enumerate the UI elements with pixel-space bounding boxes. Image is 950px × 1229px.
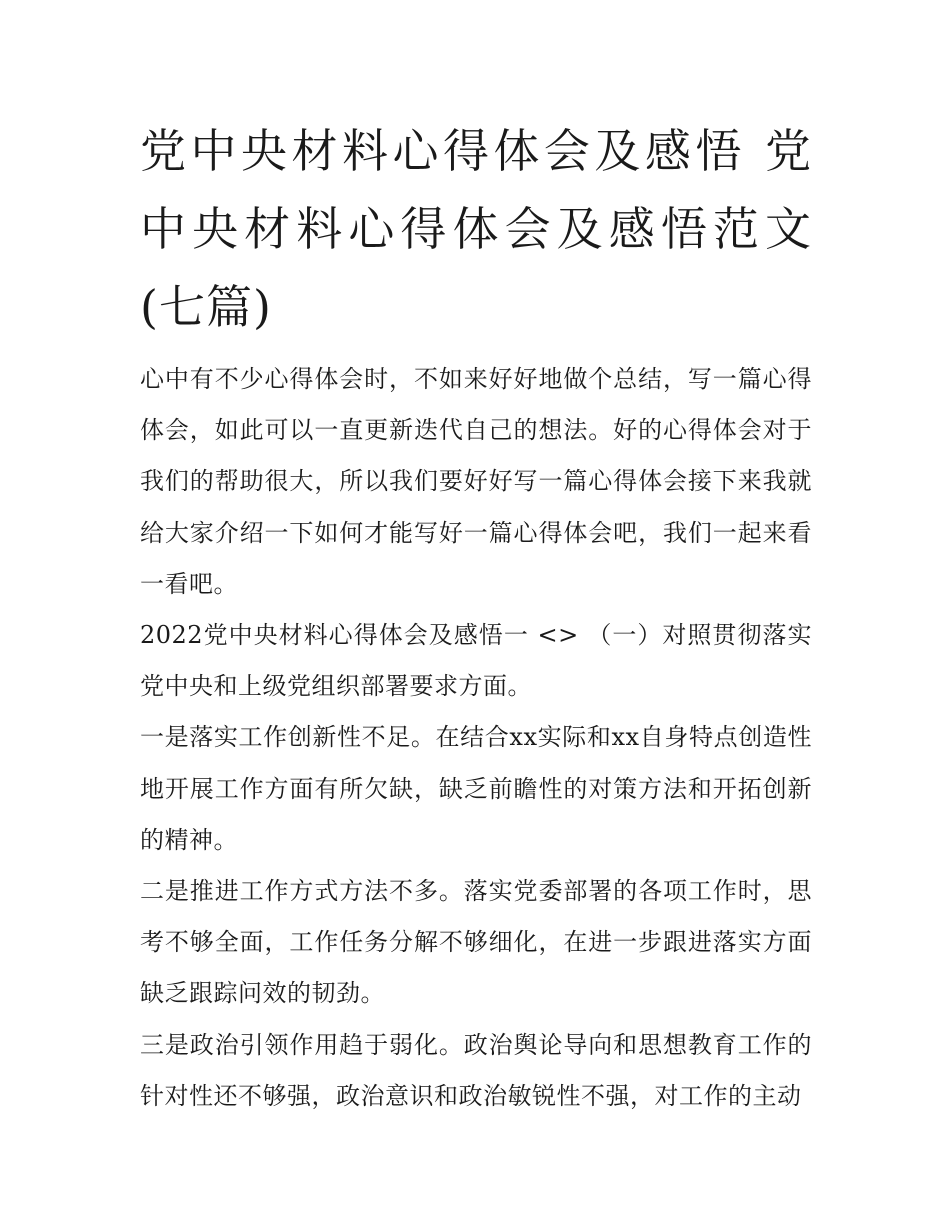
document-page bbox=[140, 112, 812, 1122]
document-title: 党中央材料心得体会及感悟 党中央材料心得体会及感悟范文(七篇) bbox=[140, 124, 812, 334]
paragraph-point-one: 一是落实工作创新性不足。在结合xx实际和xx自身特点创造性地开展工作方面有所欠缺，缺乏前瞻性的对策方法和开拓创新的精神。 bbox=[140, 723, 812, 854]
paragraph-point-three: 三是政治引领作用趋于弱化。政治舆论导向和思想教育工作的针对性还不够强，政治意识和政治敏锐性不强，对工作的主动 bbox=[140, 1030, 812, 1110]
document-body bbox=[140, 354, 812, 1122]
paragraph-section-heading: 2022党中央材料心得体会及感悟一 <> （一）对照贯彻落实党中央和上级党组织部署要求方面。 bbox=[140, 621, 812, 701]
paragraph-point-two: 二是推进工作方式方法不多。落实党委部署的各项工作时，思考不够全面，工作任务分解不够细化，在进一步跟进落实方面缺乏跟踪问效的韧劲。 bbox=[140, 877, 812, 1008]
paragraph-intro: 心中有不少心得体会时，不如来好好地做个总结，写一篇心得体会，如此可以一直更新迭代自己的想法。好的心得体会对于我们的帮助很大，所以我们要好好写一篇心得体会接下来我就给大家介绍一下如何才能写好一篇心得体会吧，我们一起来看一看吧。 bbox=[140, 365, 812, 598]
